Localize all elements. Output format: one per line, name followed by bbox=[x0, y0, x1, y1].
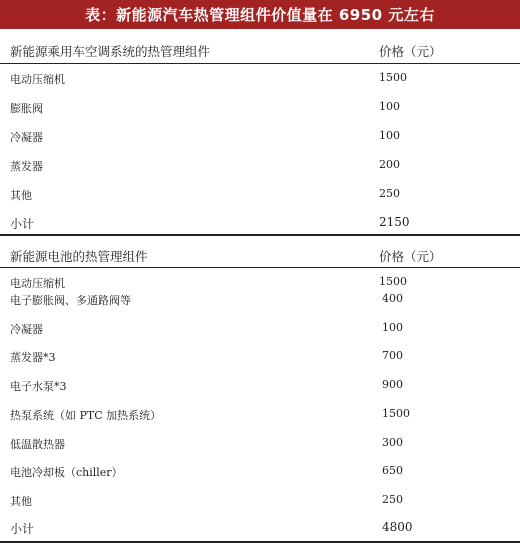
section2-header-rule bbox=[0, 267, 520, 268]
row-price: 1500 bbox=[379, 275, 407, 288]
row-item: 电动压缩机 bbox=[10, 73, 65, 86]
row-item: 膨胀阀 bbox=[10, 102, 43, 115]
section1-bottom-rule bbox=[0, 234, 520, 236]
row-price: 700 bbox=[382, 349, 403, 362]
row-price: 650 bbox=[382, 464, 403, 477]
section2-header-item: 新能源电池的热管理组件 bbox=[10, 249, 148, 264]
section1-header-item: 新能源乘用车空调系统的热管理组件 bbox=[10, 44, 211, 59]
row-item: 蒸发器 bbox=[10, 160, 43, 173]
row-item: 蒸发器*3 bbox=[10, 351, 56, 364]
row-price: 100 bbox=[379, 129, 400, 142]
table-title: 表：新能源汽车热管理组件价值量在 6950 元左右 bbox=[0, 0, 520, 29]
row-price: 1500 bbox=[379, 71, 407, 84]
subtotal-label: 小计 bbox=[10, 522, 35, 536]
row-item: 电池冷却板（chiller） bbox=[10, 466, 123, 479]
row-item: 低温散热器 bbox=[10, 438, 65, 451]
row-price: 300 bbox=[382, 436, 403, 449]
section2-header-price: 价格（元） bbox=[379, 249, 442, 264]
row-item: 电动压缩机 bbox=[10, 277, 65, 290]
row-price: 250 bbox=[382, 493, 403, 506]
row-item: 冷凝器 bbox=[10, 323, 43, 336]
row-item: 其他 bbox=[10, 189, 32, 202]
section1-header-rule bbox=[0, 63, 520, 64]
row-item: 电子水泵*3 bbox=[10, 380, 67, 393]
row-item: 其他 bbox=[10, 495, 32, 508]
row-item: 电子膨胀阀、多通路阀等 bbox=[10, 294, 131, 307]
row-price: 1500 bbox=[382, 407, 410, 420]
row-price: 900 bbox=[382, 378, 403, 391]
section1-header-price: 价格（元） bbox=[379, 44, 442, 59]
subtotal-label: 小计 bbox=[10, 217, 35, 231]
row-item: 热泵系统（如 PTC 加热系统） bbox=[10, 409, 162, 422]
row-price: 100 bbox=[379, 100, 400, 113]
row-price: 250 bbox=[379, 187, 400, 200]
subtotal-value: 2150 bbox=[379, 215, 410, 229]
row-price: 100 bbox=[382, 321, 403, 334]
row-price: 400 bbox=[382, 292, 403, 305]
table-bottom-rule bbox=[0, 541, 520, 543]
section1-header bbox=[0, 35, 520, 63]
section2-header bbox=[0, 240, 520, 268]
row-price: 200 bbox=[379, 158, 400, 171]
subtotal-value: 4800 bbox=[382, 520, 413, 534]
row-item: 冷凝器 bbox=[10, 131, 43, 144]
